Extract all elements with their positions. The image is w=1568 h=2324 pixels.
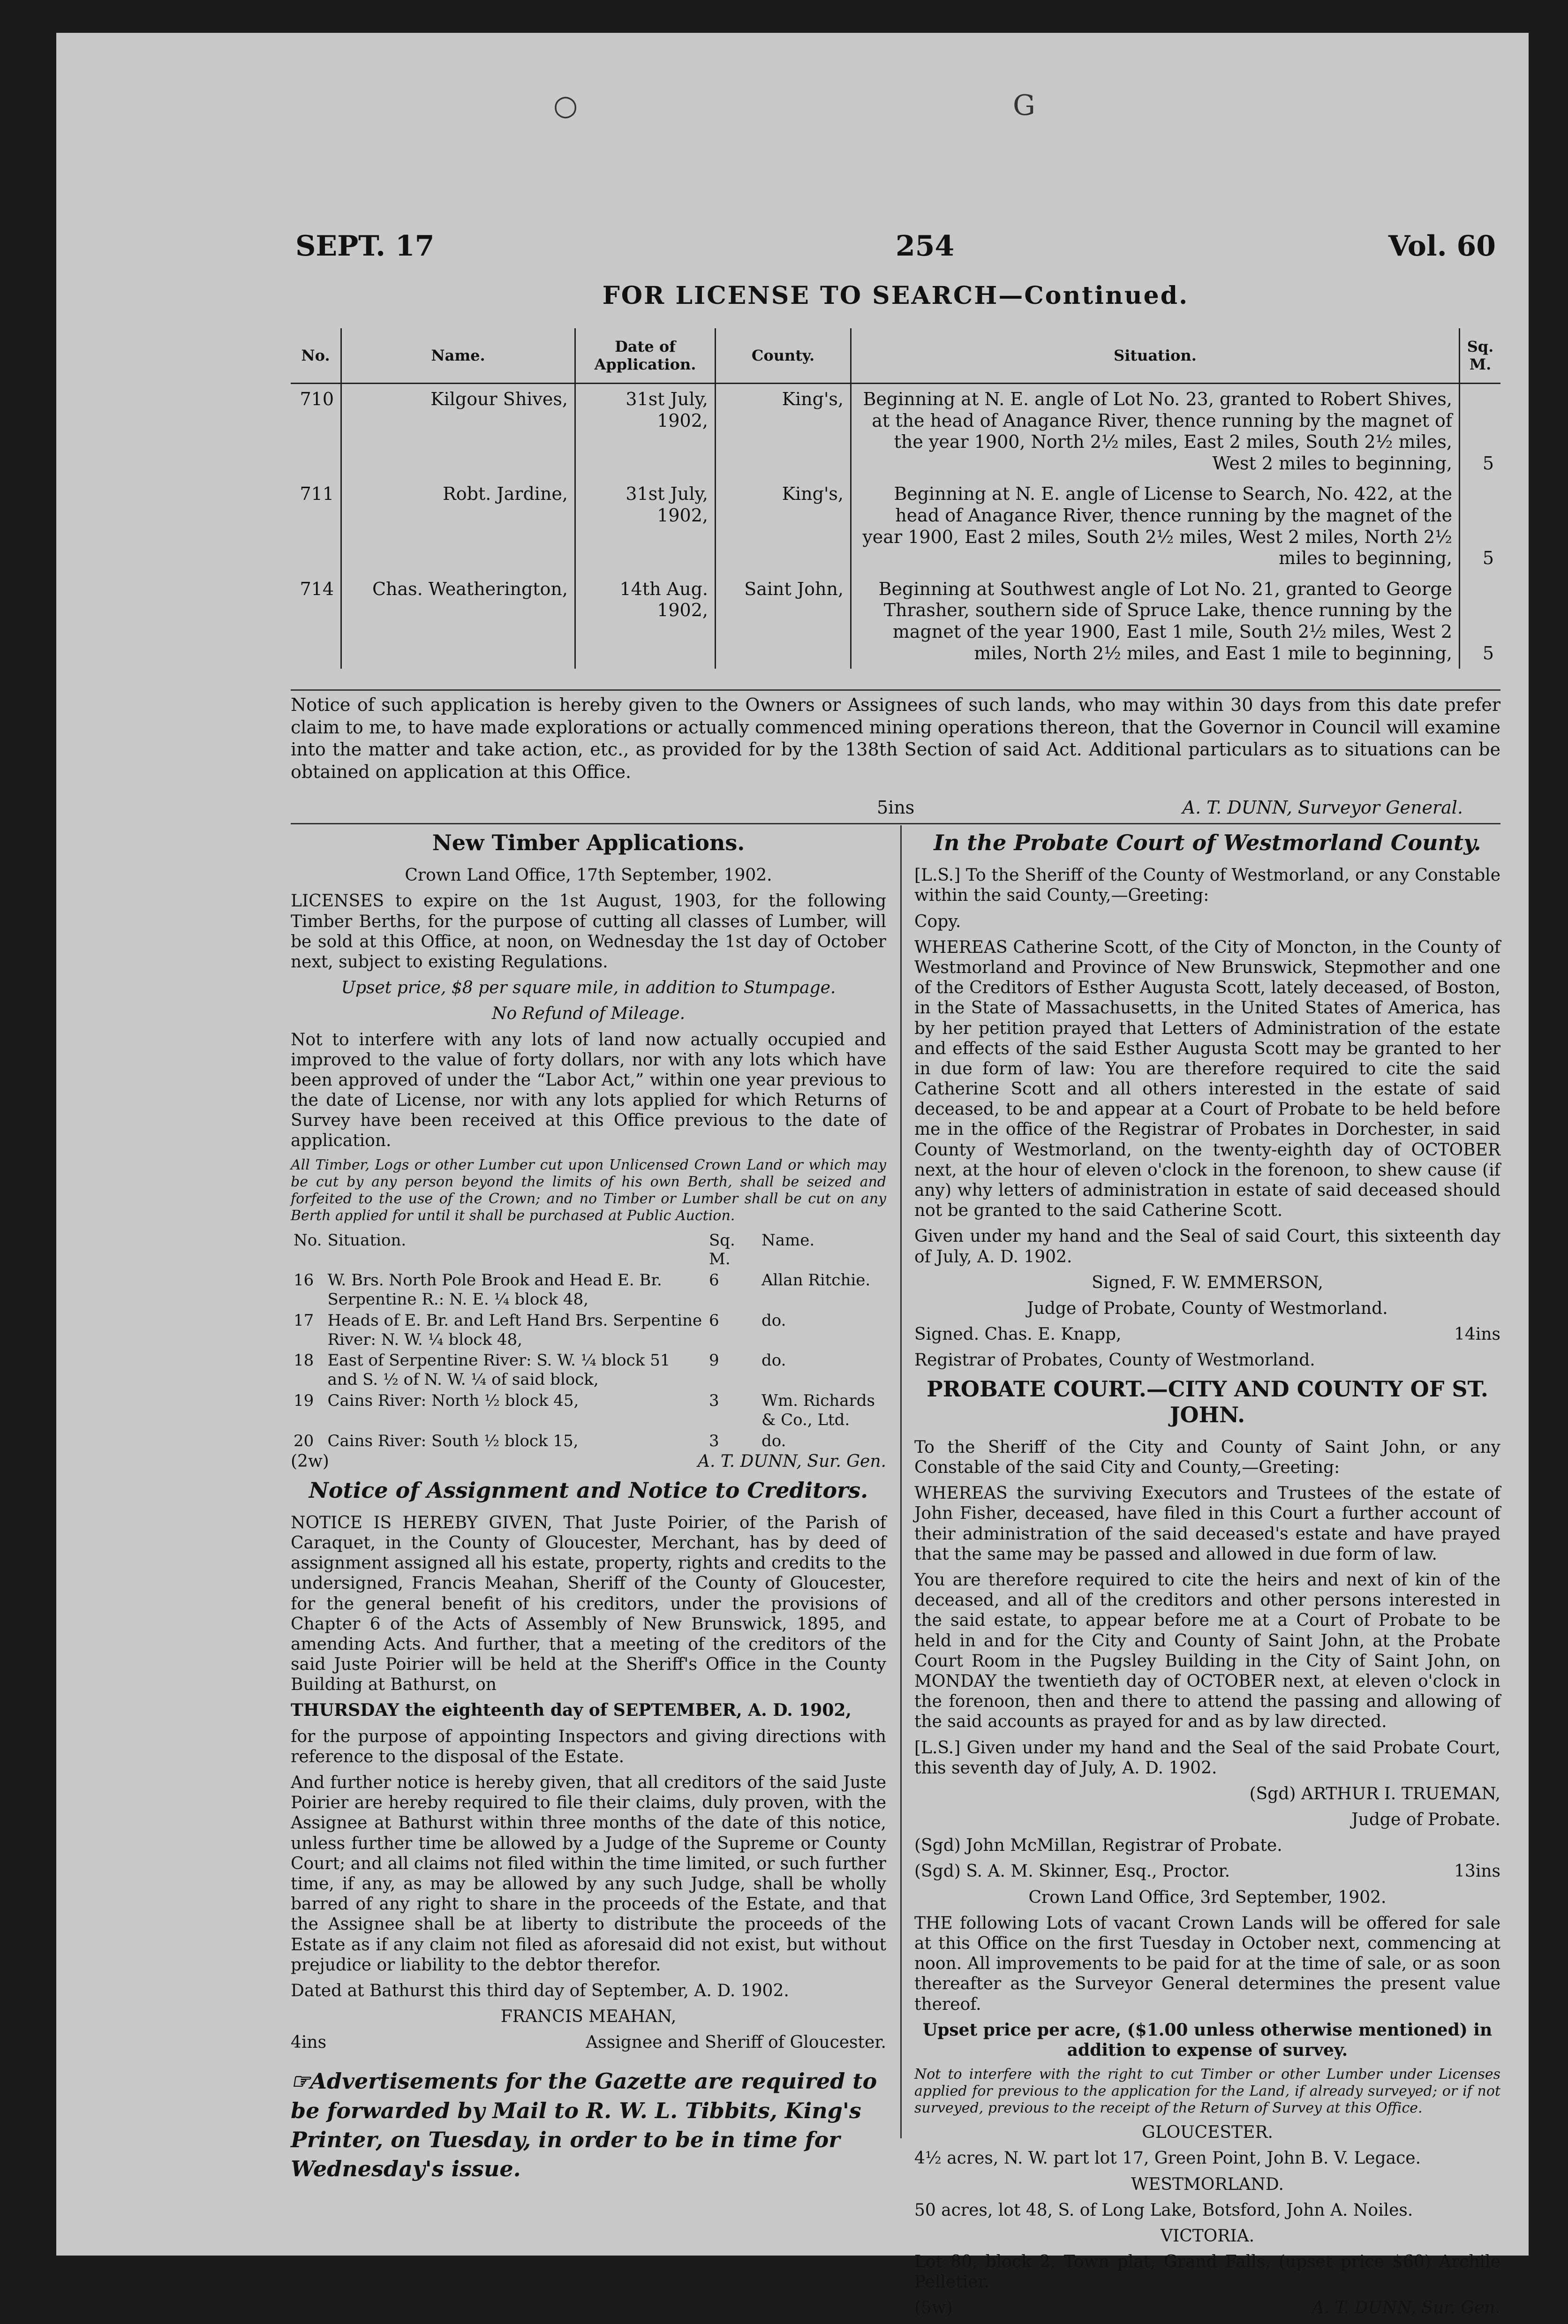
row-no: 19	[294, 1391, 314, 1410]
license-table	[291, 328, 1500, 669]
row-name: do.	[761, 1431, 786, 1450]
volume-number: Vol. 60	[1388, 230, 1496, 263]
row-situation: East of Serpentine River: S. W. ¼ block 51 and S. ½ of N. W. ¼ of said block,	[327, 1351, 671, 1389]
row-situation: Cains River: North ½ block 45,	[327, 1391, 579, 1410]
table-row	[291, 1270, 886, 1310]
crown-para-1: THE following Lots of vacant Crown Lands will be offered for sale at this Office on the first Tuesday in October next, commencing at noon. All improvements to be paid for at the time of sale, or as soon thereafter as the Surveyor General determines the present value thereof.	[914, 1913, 1500, 2014]
row-name: Robt. Jardine,	[341, 479, 575, 573]
row-sqm: 3	[709, 1431, 719, 1450]
timber-para-3: All Timber, Logs or other Lumber cut upon Unlicensed Crown Land or which may be cut by any person beyond the limits of his own Berth, shall be seized and forfeited to the use of the Crown; and no Timber or Lumber shall be cut on any Berth applied for until it shall be purchased at Public Auction.	[291, 1156, 886, 1224]
row-no: 16	[294, 1271, 314, 1290]
row-sqm: 5	[1460, 574, 1501, 669]
assignment-signer: FRANCIS MEAHAN,	[500, 2007, 677, 2027]
row-name: Wm. Richards & Co., Ltd.	[761, 1391, 875, 1429]
probate-sj-para-1: To the Sheriff of the City and County of Saint John, or any Constable of the said City and County,—Greeting:	[914, 1437, 1500, 1478]
row-date: 31st July, 1902,	[575, 479, 716, 573]
col-no: No.	[291, 328, 341, 384]
left-column	[291, 825, 886, 2183]
table-row	[291, 1431, 886, 1452]
section-title: FOR LICENSE TO SEARCH—Continued.	[602, 281, 1189, 310]
row-situation: Cains River: South ½ block 15,	[327, 1431, 579, 1450]
crown-note: Not to interfere with the right to cut Timber or other Lumber under Licenses applied for previous to the application for the Land, if already surveyed; or if not surveyed, previous to the receipt of the Return of Survey at this Office.	[914, 2066, 1500, 2117]
timber-heading: New Timber Applications.	[432, 830, 745, 855]
row-situation: Heads of E. Br. and Left Hand Brs. Serpentine River: N. W. ¼ block 48,	[327, 1311, 702, 1349]
crown-county-3: VICTORIA.	[1160, 2226, 1255, 2246]
row-no: 711	[300, 483, 334, 505]
ins-count: (2w)	[291, 1452, 329, 1471]
probate-sj-heading: PROBATE COURT.—CITY AND COUNTY OF ST. JOHN.	[927, 1376, 1488, 1427]
gazette-page	[56, 33, 1529, 2318]
probate-west-para-1: [L.S.] To the Sheriff of the County of Westmorland, or any Constable within the said County,—Greeting:	[914, 866, 1500, 905]
probate-west-heading: In the Probate Court of Westmorland County.	[934, 830, 1481, 855]
row-no: 18	[294, 1351, 314, 1370]
timber-upset: Upset price, $8 per square mile, in addition to Stumpage.	[341, 978, 836, 998]
col-situation: Situation.	[327, 1230, 407, 1250]
divider	[291, 689, 1500, 691]
row-situation: Beginning at N. E. angle of License to Search, No. 422, at the head of Anagance River, thence running by the magnet of the year 1900, East 2 miles, South 2½ miles, West 2 miles, North 2½ miles to beginning,	[851, 479, 1460, 573]
row-no: 714	[300, 578, 334, 599]
probate-sj-sig-line	[914, 1861, 1500, 1881]
col-sqm: Sq. M.	[709, 1230, 735, 1269]
row-sqm: 9	[709, 1351, 719, 1370]
row-no: 710	[300, 389, 334, 409]
row-sqm: 3	[709, 1391, 719, 1410]
assignment-dated: Dated at Bathurst this third day of September, A. D. 1902.	[291, 1981, 789, 2000]
row-no: 17	[294, 1311, 314, 1330]
row-name: Kilgour Shives,	[341, 384, 575, 479]
col-no: No.	[294, 1230, 322, 1250]
assignment-para-4: And further notice is hereby given, that all creditors of the said Juste Poirier are hereby required to file their claims, duly proven, with the Assignee at Bathurst within three months of the date of this notice, unless further time be allowed by a Judge of the Supreme or County Court; and all claims not filed within the time limited, or such further time, if any, as may be allowed by any such Judge, shall be wholly barred of any right to share in the proceeds of the Estate, and that the Assignee shall be at liberty to distribute the proceeds of the Estate as if any claim not filed as aforesaid did not exist, but without prejudice or liability to the debtor therefor.	[291, 1773, 886, 1975]
row-sqm: 5	[1460, 479, 1501, 573]
timber-no-refund: No Refund of Mileage.	[491, 1004, 686, 1024]
probate-west-judge: Judge of Probate, County of Westmorland.	[1027, 1298, 1388, 1318]
crown-lot-2: 50 acres, lot 48, S. of Long Lake, Botsford, John A. Noiles.	[914, 2200, 1413, 2220]
probate-sj-para-4: [L.S.] Given under my hand and the Seal of the said Probate Court, this seventh day of July, A. D. 1902.	[914, 1738, 1500, 1778]
timber-table	[291, 1230, 886, 1452]
probate-west-para-3: Given under my hand and the Seal of said Court, this sixteenth day of July, A. D. 1902.	[914, 1227, 1500, 1267]
row-sqm: 6	[709, 1311, 719, 1330]
ins-count: 13ins	[1454, 1862, 1500, 1881]
probate-west-para-2: WHEREAS Catherine Scott, of the City of Moncton, in the County of Westmorland and Province of New Brunswick, Stepmother and one of the Creditors of Esther Augusta Scott, lately deceased, of Boston, in the State of Massachusetts, in the United States of America, has by her petition prayed that Letters of Administration of the estate and effects of the said Esther Augusta Scott may be granted to her in due form of law: You are therefore required to cite the said Catherine Scott and all others interested in the estate of said deceased, to be and appear at a Court of Probate to be held before me in the office of the Registrar of Probates in Dorchester, in said County of Westmorland, on the twenty-eighth day of OCTOBER next, at the hour of eleven o'clock in the forenoon, to shew cause (if any) why letters of administration in estate of said deceased should not be granted to the said Catherine Scott.	[914, 937, 1500, 1221]
assignment-signer-line	[291, 2032, 886, 2052]
timber-para-1: LICENSES to expire on the 1st August, 1903, for the following Timber Berths, for the purpose of cutting all classes of Lumber, will be sold at this Office, at noon, on Wednesday the 1st day of October next, subject to existing Regulations.	[291, 891, 886, 972]
row-no: 20	[294, 1431, 314, 1450]
col-situation: Situation.	[851, 328, 1460, 384]
row-situation: Beginning at Southwest angle of Lot No. 21, granted to George Thrasher, southern side of Spruce Lake, thence running by the magnet of the year 1900, East 1 mile, South 2½ miles, West 2 miles, North 2½ miles, and East 1 mile to beginning,	[851, 574, 1460, 669]
row-situation: W. Brs. North Pole Brook and Head E. Br. Serpentine R.: N. E. ¼ block 48,	[327, 1271, 662, 1309]
col-date: Date of Application.	[575, 328, 716, 384]
row-sqm: 6	[709, 1271, 719, 1290]
assignment-signer-title: Assignee and Sheriff of Gloucester.	[586, 2033, 886, 2052]
timber-signature: A. T. DUNN, Sur. Gen.	[698, 1452, 886, 1471]
assignment-para-2: THURSDAY the eighteenth day of SEPTEMBER, A. D. 1902,	[291, 1700, 852, 1720]
row-sqm: 5	[1460, 384, 1501, 479]
crown-signature-line	[914, 2298, 1500, 2318]
row-county: Saint John,	[716, 574, 851, 669]
probate-sj-judge: Judge of Probate.	[1351, 1810, 1500, 1830]
probate-west-copy: Copy.	[914, 912, 961, 931]
binding-mark: ○	[553, 89, 578, 122]
table-header-row	[291, 1230, 886, 1270]
header-date: SEPT. 17	[295, 230, 435, 263]
probate-sj-sig-1: (Sgd) ARTHUR I. TRUEMAN,	[1249, 1784, 1500, 1803]
divider	[291, 823, 1500, 824]
timber-dateline: Crown Land Office, 17th September, 1902.	[405, 866, 772, 885]
probate-west-signed: Signed, F. W. EMMERSON,	[1092, 1273, 1323, 1292]
probate-sj-para-2: WHEREAS the surviving Executors and Trustees of the estate of John Fisher, deceased, have filed in this Court a further account of their administration of the said deceased's estate and have prayed that the same may be passed and allowed in due form of law.	[914, 1484, 1500, 1564]
assignment-para-3: for the purpose of appointing Inspectors and giving directions with reference to the disposal of the Estate.	[291, 1727, 886, 1766]
ins-count: 4ins	[291, 2033, 327, 2052]
advert-notice: ☞Advertisements for the Gazette are required to be forwarded by Mail to R. W. L. Tibbits, King's Printer, on Tuesday, in order to be in time for Wednesday's issue.	[291, 2068, 877, 2181]
table-row	[291, 574, 1500, 669]
table-row	[291, 384, 1500, 479]
probate-sj-sig-2: (Sgd) John McMillan, Registrar of Probate.	[914, 1836, 1282, 1856]
right-column	[914, 825, 1500, 2324]
row-situation: Beginning at N. E. angle of Lot No. 23, granted to Robert Shives, at the head of Anagance River, thence running by the magnet of the year 1900, North 2½ miles, East 2 miles, South 2½ miles, West 2 miles to beginning,	[851, 384, 1460, 479]
assignment-para-1: NOTICE IS HEREBY GIVEN, That Juste Poirier, of the Parish of Caraquet, in the County of Gloucester, Merchant, has by deed of assignment assigned all his estate, property, rights and credits to the undersigned, Francis Meahan, Sheriff of the County of Gloucester, for the general benefit of his creditors, under the provisions of Chapter 6 of the Acts of Assembly of New Brunswick, 1895, and amending Acts. And further, that a meeting of the creditors of the said Juste Poirier will be held at the Sheriff's Office in the County Building at Bathurst, on	[291, 1513, 886, 1695]
page-number: 254	[896, 230, 955, 263]
probate-west-signed-2: Signed. Chas. E. Knapp,	[914, 1325, 1122, 1344]
col-name: Name.	[761, 1230, 815, 1250]
table-row	[291, 1350, 886, 1390]
table-row	[291, 1310, 886, 1351]
probate-west-registrar: Registrar of Probates, County of Westmorland.	[914, 1351, 1315, 1370]
timber-signature-line	[291, 1451, 886, 1471]
row-name: Allan Ritchie.	[761, 1271, 871, 1290]
ins-count: 5ins	[877, 797, 915, 818]
table-row	[291, 479, 1500, 573]
row-county: King's,	[716, 479, 851, 573]
crown-dateline: Crown Land Office, 3rd September, 1902.	[1028, 1887, 1387, 1907]
timber-para-2: Not to interfere with any lots of land now actually occupied and improved to the value of forty dollars, nor with any lots which have been approved of under the “Labor Act,” within one year previous to the date of License, nor with any lots applied for which Returns of Survey have been received at this Office previous to the date of application.	[291, 1030, 886, 1151]
probate-sj-para-3: You are therefore required to cite the heirs and next of kin of the deceased, and all of the creditors and other persons interested in the said estate, to appear before me at a Court of Probate to be held in and for the City and County of Saint John, at the Probate Court Room in the Pugsley Building in the City of Saint John, on MONDAY the twentieth day of OCTOBER next, at eleven o'clock in the forenoon, then and there to attend the passing and allowing of the said accounts as prayed for and as by law directed.	[914, 1570, 1500, 1732]
col-name: Name.	[341, 328, 575, 384]
col-sqm: Sq. M.	[1460, 328, 1501, 384]
crown-county-1: GLOUCESTER.	[1142, 2123, 1273, 2143]
surveyor-signature: A. T. DUNN, Surveyor General.	[1182, 797, 1463, 818]
probate-west-signed-line	[914, 1324, 1500, 1344]
row-name: do.	[761, 1351, 786, 1370]
ins-count: 14ins	[1454, 1325, 1500, 1344]
crown-upset: Upset price per acre, ($1.00 unless otherwise mentioned) in addition to expense of survey.	[922, 2020, 1493, 2060]
row-county: King's,	[716, 384, 851, 479]
col-county: County.	[716, 328, 851, 384]
row-date: 31st July, 1902,	[575, 384, 716, 479]
column-rule	[900, 825, 902, 2138]
row-name: Chas. Weatherington,	[341, 574, 575, 669]
probate-sj-sig-3: (Sgd) S. A. M. Skinner, Esq., Proctor.	[914, 1862, 1230, 1881]
ins-count: (5w)	[914, 2298, 953, 2318]
row-name: do.	[761, 1311, 786, 1330]
table-row	[291, 1390, 886, 1431]
page-header	[291, 230, 1500, 277]
row-date: 14th Aug. 1902,	[575, 574, 716, 669]
crown-lot-3: Lot 80, block 2, Town plat, Grand Falls, (upset price $60) Archile Pelletier.	[914, 2252, 1500, 2292]
assignment-heading: Notice of Assignment and Notice to Creditors.	[309, 1477, 868, 1503]
license-notice: Notice of such application is hereby given to the Owners or Assignees of such lands, who may within 30 days from this date prefer claim to me, to have made explorations or actually commenced mining operations thereon, that the Governor in Council will examine into the matter and take action, etc., as provided for by the 138th Section of said Act. Additional particulars as to situations can be obtained on application at this Office.	[291, 694, 1500, 782]
crown-signature: A. T. DUNN, Sur. Gen.	[1312, 2298, 1500, 2318]
crown-county-2: WESTMORLAND.	[1131, 2174, 1284, 2194]
crown-lot-1: 4½ acres, N. W. part lot 17, Green Point, John B. V. Legace.	[914, 2149, 1421, 2168]
binding-mark: G	[1013, 89, 1035, 122]
